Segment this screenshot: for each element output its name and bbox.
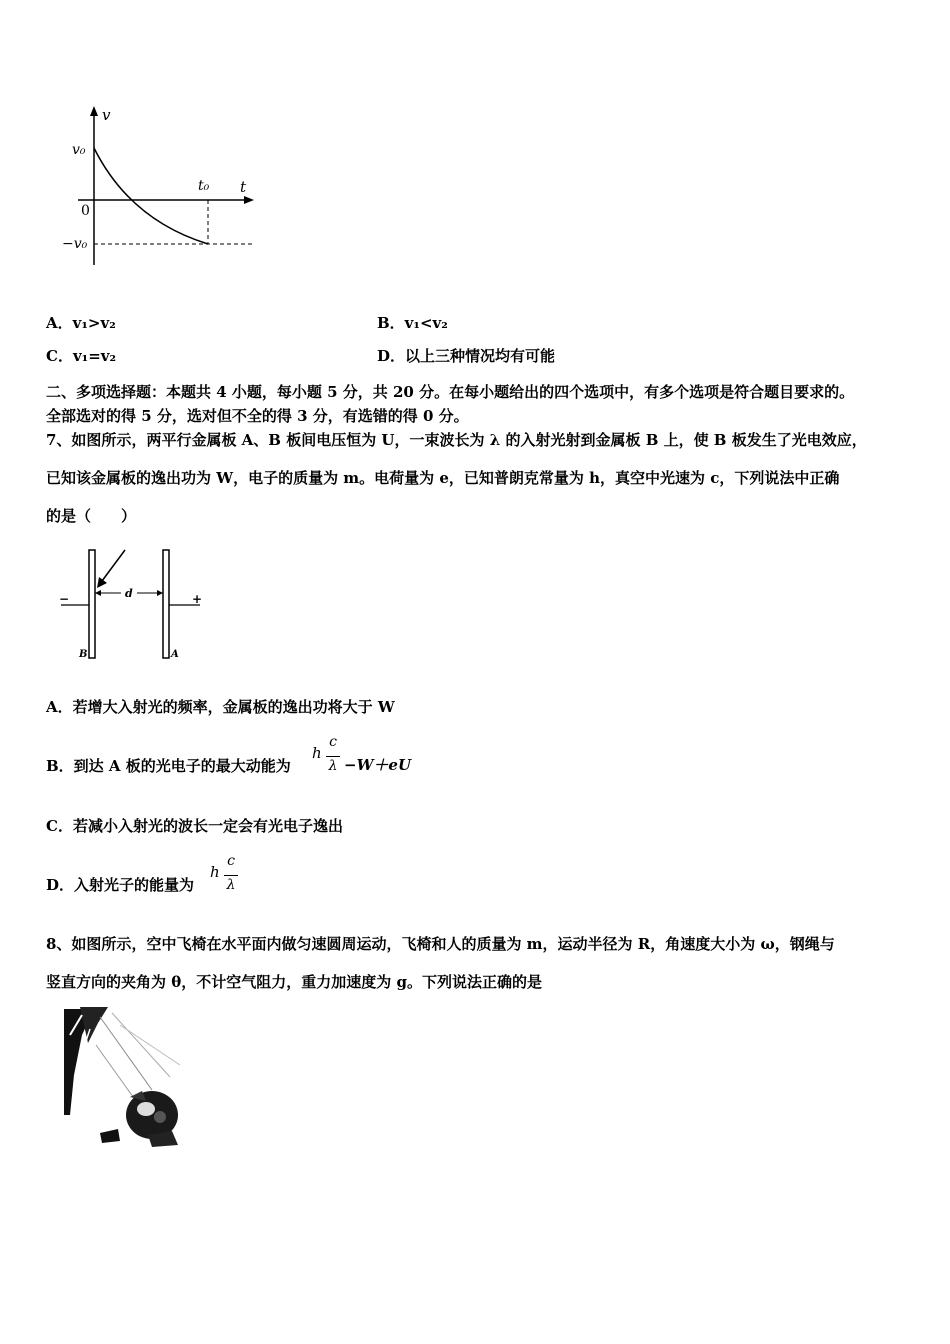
q7-line1: 7、如图所示，两平行金属板 A、B 板间电压恒为 U，一束波长为 λ 的入射光射到金属板 B 上，使 B 板发生了光电效应， — [46, 431, 867, 449]
formula-tail: −W＋eU — [344, 756, 412, 774]
formula-h: h — [210, 863, 220, 881]
d-arrow-right-head — [157, 590, 163, 596]
formula-den: λ — [226, 877, 236, 893]
d-arrow-left-head — [95, 590, 101, 596]
q8-line2: 竖直方向的夹角为 θ，不计空气阻力，重力加速度为 g。下列说法正确的是 — [46, 973, 542, 991]
q7-line3: 的是（ ） — [46, 507, 137, 525]
plate-a — [163, 550, 169, 658]
q7-option-b: B．到达 A 板的光电子的最大动能为 — [46, 757, 291, 775]
incident-light-ray — [99, 550, 125, 585]
formula-h: h — [312, 744, 322, 762]
q6-option-b: B．v₁<v₂ — [377, 314, 448, 332]
q6-option-a: A．v₁>v₂ — [46, 314, 116, 332]
velocity-curve — [94, 148, 208, 244]
q7-line2: 已知该金属板的逸出功为 W，电子的质量为 m。电荷量为 e，已知普朗克常量为 h，真空中光速为 c，下列说法中正确 — [46, 469, 840, 487]
t-axis-arrow — [244, 196, 254, 204]
section2-line1: 二、多项选择题：本题共 4 小题，每小题 5 分，共 20 分。在每小题给出的四个选项中，有多个选项是符合题目要求的。 — [46, 383, 855, 401]
v0-label: v₀ — [72, 142, 86, 158]
plus-terminal: + — [192, 592, 203, 606]
section2-line2: 全部选对的得 5 分，选对但不全的得 3 分，有选错的得 0 分。 — [46, 407, 469, 425]
origin-label: 0 — [81, 203, 90, 219]
formula-num: c — [329, 734, 337, 750]
plate-b — [89, 550, 95, 658]
velocity-time-graph — [60, 100, 270, 275]
t0-label: t₀ — [198, 178, 210, 194]
light-arrow-head — [97, 577, 107, 588]
formula-num: c — [227, 853, 235, 869]
q7-option-d-formula — [210, 853, 250, 899]
plate-b-label: B — [79, 649, 88, 660]
q7-option-c: C．若减小入射光的波长一定会有光电子逸出 — [46, 817, 343, 835]
q6-option-d: D．以上三种情况均有可能 — [377, 347, 556, 365]
q7-option-b-formula — [312, 734, 432, 780]
q6-option-c: C．v₁=v₂ — [46, 347, 117, 365]
fraction-bar — [224, 875, 238, 876]
swing-ride-photo — [60, 1005, 190, 1150]
v-axis-label: v — [102, 106, 111, 124]
d-label: d — [125, 587, 133, 600]
v-axis-arrow — [90, 106, 98, 116]
q7-option-d: D．入射光子的能量为 — [46, 876, 195, 894]
parallel-plates-diagram — [55, 545, 215, 665]
t-axis-label: t — [240, 178, 247, 196]
formula-den: λ — [328, 758, 338, 774]
fraction-bar — [326, 756, 340, 757]
neg-v0-label: −v₀ — [62, 236, 88, 252]
minus-terminal: − — [59, 592, 70, 606]
plate-a-label: A — [171, 649, 179, 660]
q7-option-a: A．若增大入射光的频率，金属板的逸出功将大于 W — [46, 698, 395, 716]
q8-line1: 8、如图所示，空中飞椅在水平面内做匀速圆周运动，飞椅和人的质量为 m，运动半径为 R，角速度大小为 ω，钢绳与 — [46, 935, 835, 953]
